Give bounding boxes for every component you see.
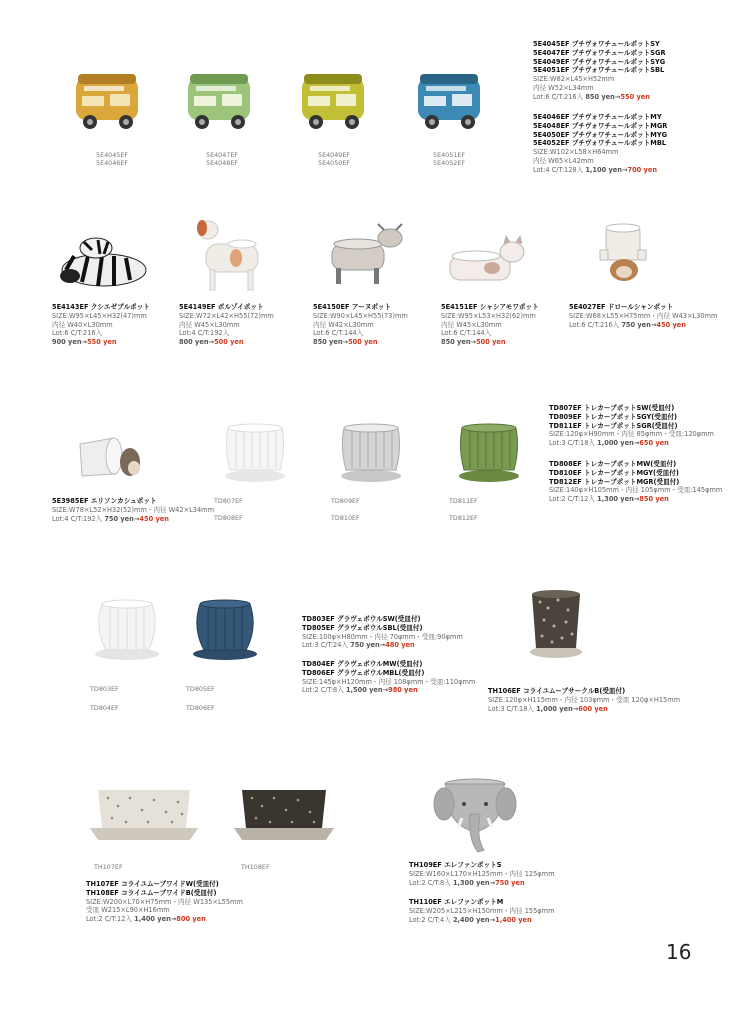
grave-bowl-white-image [92,594,162,662]
borzoi-info: 5E4149EF ボルゾイポット SIZE:W72×L42×H55(72)mm 内径 W45×L30mm Lot:4 C/T:192入 800 yen→500 yen [179,303,274,347]
code-label: TD809EF TD810EF [331,497,360,522]
van-pot-blue-image [412,68,492,138]
van-pot-yellow-image [70,68,150,138]
zebra-pot-image [52,228,152,294]
dog-info: 5E4027EF ドロールシャンポット SIZE:W68×L55×H75mm・内径 W43×L30mm Lot:6 C/T:216入 750 yen→450 yen [569,303,718,329]
dog-pot-image [594,222,660,284]
circle-info: TH106EF コライユムーブサークルB(受皿付) SIZE:120φ×H115mm・内径 103φmm・受皿 120φ×H15mm Lot:3 C/T:18入 1,000 yen→600 yen [488,687,681,713]
hedgehog-info: 5E3985EF エリソンカシュポット SIZE:W78×L52×H32(52)mm・内径 W42×L34mm Lot:4 C/T:192入 750 yen→450 yen [52,497,215,523]
curve-pot-white-image [220,418,290,484]
van-small-info: 5E4045EF プチヴォワチュールポットSY 5E4047EF プチヴォワチュールポットSGR 5E4049EF プチヴォワチュールポットSYG 5E4051EF プチヴォワチュールポットSBL SIZE:W82×L45×H52mm 内径 W52×L34mm Lot:6 C/T:216入 850 yen→550 yen [533,40,666,101]
wide-pot-black-image [230,784,338,844]
zebra-info: 5E4143EF クシエゼブルポット SIZE:W95×L45×H32(47)mm 内径 W40×L30mm Lot:6 C/T:216入 900 yen→550 yen [52,303,150,347]
wide-info: TH107EF コライユムーブワイドW(受皿付) TH108EF コライユムーブワイドB(受皿付) SIZE:W200×L70×H75mm・内径 W135×L55mm 受皿 W215×L90×H16mm Lot:2 C/T:12入 1,400 yen→800 yen [86,880,243,924]
van-medium-info: 5E4046EF プチヴォワチュールポットMY 5E4048EF プチヴォワチュールポットMGR 5E4050EF プチヴォワチュールポットMYG 5E4052EF プチヴォワチュールポットMBL SIZE:W102×L58×H64mm 内径 W65×L42mm Lot:4 C/T:128入 1,100 yen→700 yen [533,113,668,174]
hedgehog-pot-image [74,424,148,484]
grave-small-info: TD803EF グラヴェボウルSW(受皿付) TD805EF グラヴェボウルSBL(受皿付) SIZE:100φ×H80mm・内径 70φmm・受皿:90φmm Lot:3 C/T:24入 750 yen→480 yen [302,615,463,650]
curve-pot-gray-image [336,418,406,484]
code-label: 5E4045EF 5E4046EF [96,151,129,167]
elephant-medium-info: TH110EF エレファンポットM SIZE:W205×L215×H150mm・内径 155φmm Lot:2 C/T:4入 2,400 yen→1,400 yen [409,898,555,924]
code-label: TH108EF [241,863,270,871]
code-label: 5E4047EF 5E4048EF [206,151,239,167]
van-pot-green-image [182,68,262,138]
curve-small-info: TD807EF トレカーブポットSW(受皿付) TD809EF トレカーブポットSGY(受皿付) TD811EF トレカーブポットSGR(受皿付) SIZE:120φ×H90mm・内径 85φmm・受皿:120φmm Lot:3 C/T:18入 1,000 yen→650 yen [549,404,714,448]
grave-bowl-blue-image [190,594,260,662]
code-label: TD811EF TD812EF [449,497,478,522]
cat-info: 5E4151EF シャシアモワポット SIZE:W95×L53×H32(62)mm 内径 W45×L30mm Lot:6 C/T:144入 850 yen→500 yen [441,303,539,347]
wide-pot-white-image [86,784,202,844]
code-label: TH107EF [94,863,123,871]
code-label: TD805EF TD806EF [186,685,215,712]
page-number: 16 [666,940,692,964]
borzoi-pot-image [192,214,272,294]
cat-pot-image [442,236,532,288]
curve-pot-green-image [454,418,524,484]
code-label: 5E4051EF 5E4052EF [433,151,466,167]
code-label: TD803EF TD804EF [90,685,119,712]
grave-medium-info: TD804EF グラヴェボウルMW(受皿付) TD806EF グラヴェボウルMBL(受皿付) SIZE:145φ×H120mm・内径 108φmm・受皿:110φmm Lot:2 C/T:8入 1,500 yen→980 yen [302,660,476,695]
elephant-pot-image [432,774,518,856]
curve-medium-info: TD808EF トレカーブポットMW(受皿付) TD810EF トレカーブポットMGY(受皿付) TD812EF トレカーブポットMGR(受皿付) SIZE:140φ×H105mm・内径 105φmm・受皿:145φmm Lot:2 C/T:12入 1,300 yen→850 yen [549,460,723,504]
goat-pot-image [322,222,408,286]
goat-info: 5E4150EF アーヌポット SIZE:W90×L45×H55(73)mm 内径 W42×L30mm Lot:6 C/T:144入 850 yen→500 yen [313,303,408,347]
circle-pot-image [524,586,588,660]
elephant-small-info: TH109EF エレファンポットS SIZE:W160×L170×H125mm・内径 125φmm Lot:2 C/T:8入 1,300 yen→750 yen [409,861,555,887]
code-label: 5E4049EF 5E4050EF [318,151,351,167]
van-pot-yellowgreen-image [296,68,376,138]
code-label: TD807EF TD808EF [214,497,243,522]
